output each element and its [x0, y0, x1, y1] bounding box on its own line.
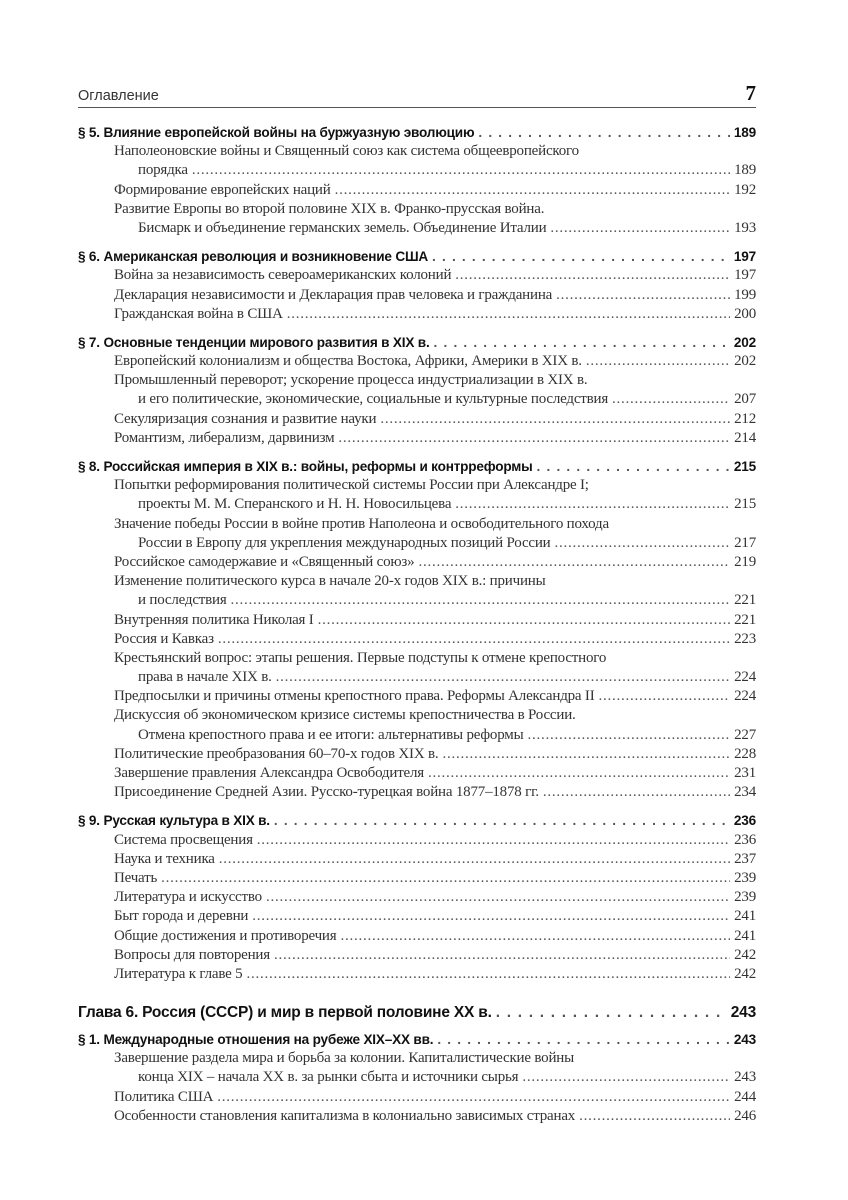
dot-leader	[418, 553, 730, 572]
toc-page-number: 236	[733, 813, 756, 829]
page-number: 7	[745, 81, 756, 105]
toc-title-text: конца XIX – начала XX в. за рынки сбыта и источники сырья	[138, 1069, 519, 1086]
toc-line	[78, 1030, 756, 1049]
toc-entry[interactable]	[78, 611, 756, 630]
toc-title-text: Политические преобразования 60–70-х годов XIX в.	[114, 745, 439, 762]
dot-leader	[586, 352, 730, 371]
toc-page-number: 207	[734, 391, 756, 408]
toc-line	[78, 764, 756, 783]
toc-line	[78, 706, 756, 725]
toc-entry[interactable]	[78, 1107, 756, 1126]
toc-page-number: 242	[734, 965, 756, 982]
toc-page-number: 237	[734, 850, 756, 867]
toc-title-text: Наполеоновские войны и Священный союз как система общеевропейского	[114, 143, 579, 160]
toc-title-text: Присоединение Средней Азии. Русско-турецкая война 1877–1878 гг.	[114, 784, 539, 801]
toc-chapter[interactable]	[78, 1002, 756, 1024]
dot-leader	[556, 286, 730, 305]
toc-title-text: Европейский колониализм и общества Востока, Африки, Америки в XIX в.	[114, 353, 582, 370]
toc-page-number: 241	[734, 908, 756, 925]
toc-page-number: 200	[734, 305, 756, 322]
dot-leader	[338, 429, 730, 448]
dot-leader	[266, 888, 730, 907]
toc-title-text: порядка	[138, 162, 188, 179]
toc-entry[interactable]	[78, 515, 756, 553]
toc-page-number: 241	[734, 927, 756, 944]
dot-leader	[161, 869, 730, 888]
toc-title-text: России в Европу для укрепления международных позиций России	[138, 534, 551, 551]
toc-line	[78, 247, 756, 266]
toc-title-text: Развитие Европы во второй половине XIX в. Франко-прусская война.	[114, 200, 545, 217]
toc-page-number: 221	[734, 592, 756, 609]
toc-line	[78, 515, 756, 534]
dot-leader	[380, 410, 730, 429]
toc-page-number: 242	[734, 946, 756, 963]
dot-leader	[612, 390, 730, 409]
toc-title-text: Попытки реформирования политической системы России при Александре I;	[114, 477, 589, 494]
toc-line	[78, 429, 756, 448]
toc-entry[interactable]	[78, 553, 756, 572]
dot-leader	[219, 850, 730, 869]
toc-line	[78, 457, 756, 476]
toc-entry[interactable]	[78, 850, 756, 869]
toc-entry[interactable]	[78, 888, 756, 907]
toc-line	[78, 305, 756, 324]
toc-title-text: Отмена крепостного права и ее итоги: альтернативы реформы	[138, 726, 524, 743]
dot-leader	[276, 668, 730, 687]
toc-title-text: § 8. Российская империя в XIX в.: войны, реформы и контрреформы	[78, 459, 533, 474]
toc-page-number: 224	[734, 688, 756, 705]
toc-line	[78, 745, 756, 764]
toc-section[interactable]	[78, 811, 756, 984]
toc-entry[interactable]	[78, 869, 756, 888]
dot-leader	[442, 745, 730, 764]
toc-title-text: Формирование европейских наций	[114, 181, 331, 198]
toc-page-number: 202	[733, 334, 756, 350]
dot-leader	[246, 965, 730, 984]
toc-line	[78, 907, 756, 926]
toc-page-number: 231	[734, 765, 756, 781]
toc-page-number: 214	[734, 429, 756, 446]
toc-line	[78, 869, 756, 888]
dot-leader	[437, 1030, 730, 1049]
toc-page-number: 239	[734, 869, 756, 886]
toc-line	[78, 1107, 756, 1126]
toc-line	[78, 831, 756, 850]
dot-leader	[217, 1088, 730, 1107]
toc-title-text: § 7. Основные тенденции мирового развития в XIX в.	[78, 334, 430, 350]
toc-title-text: и его политические, экономические, социальные и культурные последствия	[138, 391, 609, 408]
running-header-title: Оглавление	[78, 88, 159, 104]
toc-line	[78, 476, 756, 495]
toc-page-number: 199	[734, 286, 756, 303]
toc-line	[78, 783, 756, 802]
toc-line	[78, 410, 756, 429]
toc-line	[78, 946, 756, 965]
toc-page-number: 246	[734, 1107, 756, 1124]
toc-entry[interactable]	[78, 745, 756, 764]
toc-line	[78, 390, 756, 409]
toc-entry[interactable]	[78, 352, 756, 371]
toc-title-text: Российское самодержавие и «Священный союз»	[114, 553, 415, 570]
toc-entry[interactable]	[78, 907, 756, 926]
toc-title-text: Россия и Кавказ	[114, 630, 214, 647]
toc-section[interactable]	[78, 333, 756, 448]
toc-page-number: 243	[730, 1004, 756, 1022]
toc-line	[78, 888, 756, 907]
dot-leader	[478, 123, 730, 142]
dot-leader	[527, 726, 730, 745]
toc-page-number: 227	[734, 726, 756, 743]
toc-entry[interactable]	[78, 764, 756, 783]
dot-leader	[496, 1002, 727, 1024]
toc-title-text: права в начале XIX в.	[138, 669, 272, 686]
toc-title-text: Политика США	[114, 1088, 214, 1105]
toc-page-number: 217	[734, 534, 756, 551]
toc-title-text: Предпосылки и причины отмены крепостного права. Реформы Александра II	[114, 688, 595, 705]
toc-title-text: Общие достижения и противоречия	[114, 927, 337, 944]
dot-leader	[434, 333, 730, 352]
toc-title-text: Бисмарк и объединение германских земель. Объединение Италии	[138, 219, 547, 236]
dot-leader	[522, 1068, 730, 1087]
toc-title-text: Наука и техника	[114, 850, 215, 867]
toc-page-number: 193	[734, 219, 756, 236]
toc-title-text: Война за независимость североамериканских колоний	[114, 267, 452, 284]
dot-leader	[432, 247, 730, 266]
toc-line	[78, 668, 756, 687]
toc-entry[interactable]	[78, 181, 756, 200]
toc-entry[interactable]	[78, 286, 756, 305]
toc-title-text: § 6. Американская революция и возникновение США	[78, 249, 429, 265]
toc-entry[interactable]	[78, 706, 756, 744]
dot-leader	[231, 591, 731, 610]
toc-line	[78, 553, 756, 572]
toc-title-text: Быт города и деревни	[114, 908, 249, 925]
dot-leader	[455, 266, 730, 285]
toc-entry[interactable]	[78, 429, 756, 448]
toc-line	[78, 630, 756, 649]
toc-page-number: 244	[734, 1088, 756, 1105]
toc-title-text: Внутренняя политика Николая I	[114, 611, 314, 628]
toc-entry[interactable]	[78, 831, 756, 850]
toc-entry[interactable]	[78, 1088, 756, 1107]
toc-line	[78, 371, 756, 390]
toc-line	[78, 161, 756, 180]
toc-title-text: Завершение правления Александра Освободителя	[114, 765, 424, 781]
toc-title-text: проекты М. М. Сперанского и Н. Н. Новосильцева	[138, 496, 452, 513]
toc-title-text: Литература и искусство	[114, 889, 262, 906]
dot-leader	[428, 764, 730, 783]
toc-page-number: 189	[734, 162, 756, 179]
dot-leader	[287, 305, 730, 324]
toc-page-number: 192	[734, 181, 756, 198]
running-header	[78, 74, 756, 108]
dot-leader	[543, 783, 730, 802]
toc-title-text: Дискуссия об экономическом кризисе системы крепостничества в России.	[114, 707, 576, 724]
toc-title-text: Секуляризация сознания и развитие науки	[114, 410, 377, 427]
dot-leader	[599, 687, 731, 706]
toc-title-text: Особенности становления капитализма в колониально зависимых странах	[114, 1107, 576, 1124]
toc-page-number: 228	[734, 745, 756, 762]
toc-line	[78, 611, 756, 630]
dot-leader	[550, 219, 730, 238]
toc-entry[interactable]	[78, 630, 756, 649]
toc-line	[78, 811, 756, 830]
toc-section[interactable]	[78, 247, 756, 324]
toc-entry[interactable]	[78, 200, 756, 238]
toc-line	[78, 649, 756, 668]
toc-page-number: 212	[734, 410, 756, 427]
toc-title-text: Глава 6. Россия (СССР) и мир в первой половине XX в.	[78, 1004, 492, 1022]
toc-line	[78, 495, 756, 514]
toc-line	[78, 1002, 756, 1024]
toc-page-number: 189	[733, 125, 756, 140]
dot-leader	[218, 630, 730, 649]
toc-line	[78, 850, 756, 869]
toc-entry[interactable]	[78, 142, 756, 180]
toc-page-number: 221	[734, 611, 756, 628]
toc-entry[interactable]	[78, 649, 756, 687]
toc-line	[78, 965, 756, 984]
toc-section[interactable]	[78, 1030, 756, 1126]
toc-page-number: 215	[734, 496, 756, 513]
dot-leader	[274, 946, 730, 965]
toc-entry[interactable]	[78, 965, 756, 984]
dot-leader	[252, 907, 730, 926]
toc-page-number: 215	[733, 459, 756, 474]
toc-line	[78, 266, 756, 285]
toc-line	[78, 200, 756, 219]
toc-line	[78, 927, 756, 946]
toc-title-text: Крестьянский вопрос: этапы решения. Первые подступы к отмене крепостного	[114, 649, 607, 666]
toc-line	[78, 687, 756, 706]
toc-page-number: 197	[733, 249, 756, 265]
toc-entry[interactable]	[78, 410, 756, 429]
toc-title-text: Романтизм, либерализм, дарвинизм	[114, 429, 335, 446]
toc-line	[78, 1068, 756, 1087]
toc-page-number: 236	[734, 831, 756, 848]
toc-line	[78, 591, 756, 610]
toc-entry[interactable]	[78, 687, 756, 706]
toc-entry[interactable]	[78, 927, 756, 946]
toc-title-text: § 9. Русская культура в XIX в.	[78, 813, 270, 829]
toc-page-number: 202	[734, 353, 756, 370]
toc-entry[interactable]	[78, 946, 756, 965]
dot-leader	[555, 534, 731, 553]
toc-line	[78, 142, 756, 161]
toc-title-text: и последствия	[138, 592, 227, 609]
dot-leader	[318, 611, 730, 630]
toc-title-text: Промышленный переворот; ускорение процесса индустриализации в XIX в.	[114, 372, 588, 389]
dot-leader	[192, 161, 730, 180]
dot-leader	[455, 495, 730, 514]
toc-entry[interactable]	[78, 371, 756, 409]
toc-title-text: Печать	[114, 869, 158, 886]
toc-line	[78, 286, 756, 305]
dot-leader	[335, 181, 731, 200]
toc-title-text: Система просвещения	[114, 831, 253, 848]
table-of-contents	[78, 123, 756, 1126]
toc-section[interactable]	[78, 457, 756, 802]
toc-line	[78, 534, 756, 553]
dot-leader	[340, 927, 730, 946]
toc-line	[78, 572, 756, 591]
toc-page-number: 223	[734, 630, 756, 647]
toc-page-number: 219	[734, 553, 756, 570]
toc-line	[78, 726, 756, 745]
toc-title-text: Декларация независимости и Декларация прав человека и гражданина	[114, 286, 553, 303]
toc-title-text: Гражданская война в США	[114, 305, 283, 322]
toc-title-text: Литература к главе 5	[114, 965, 243, 982]
toc-entry[interactable]	[78, 266, 756, 285]
toc-page-number: 243	[733, 1032, 756, 1048]
dot-leader	[274, 811, 730, 830]
toc-title-text: Вопросы для повторения	[114, 946, 270, 963]
toc-entry[interactable]	[78, 783, 756, 802]
toc-page-number: 224	[734, 669, 756, 686]
toc-page-number: 234	[734, 784, 756, 801]
toc-line	[78, 333, 756, 352]
toc-title-text: § 1. Международные отношения на рубеже XIX–XX вв.	[78, 1032, 434, 1048]
dot-leader	[537, 457, 730, 476]
toc-line	[78, 181, 756, 200]
toc-title-text: Изменение политического курса в начале 20-х годов XIX в.: причины	[114, 573, 546, 590]
dot-leader	[257, 831, 730, 850]
toc-line	[78, 123, 756, 142]
toc-entry[interactable]	[78, 476, 756, 514]
toc-line	[78, 1049, 756, 1068]
toc-entry[interactable]	[78, 305, 756, 324]
toc-title-text: Значение победы России в войне против Наполеона и освободительного похода	[114, 515, 609, 532]
dot-leader	[579, 1107, 730, 1126]
toc-title-text: Завершение раздела мира и борьба за колонии. Капиталистические войны	[114, 1050, 575, 1067]
toc-section[interactable]	[78, 123, 756, 238]
toc-line	[78, 1088, 756, 1107]
toc-title-text: § 5. Влияние европейской войны на буржуазную эволюцию	[78, 125, 475, 140]
toc-line	[78, 352, 756, 371]
toc-page-number: 239	[734, 889, 756, 906]
toc-entry[interactable]	[78, 572, 756, 610]
toc-page-number: 197	[734, 267, 756, 284]
toc-entry[interactable]	[78, 1049, 756, 1087]
toc-page-number: 243	[734, 1069, 756, 1086]
toc-line	[78, 219, 756, 238]
